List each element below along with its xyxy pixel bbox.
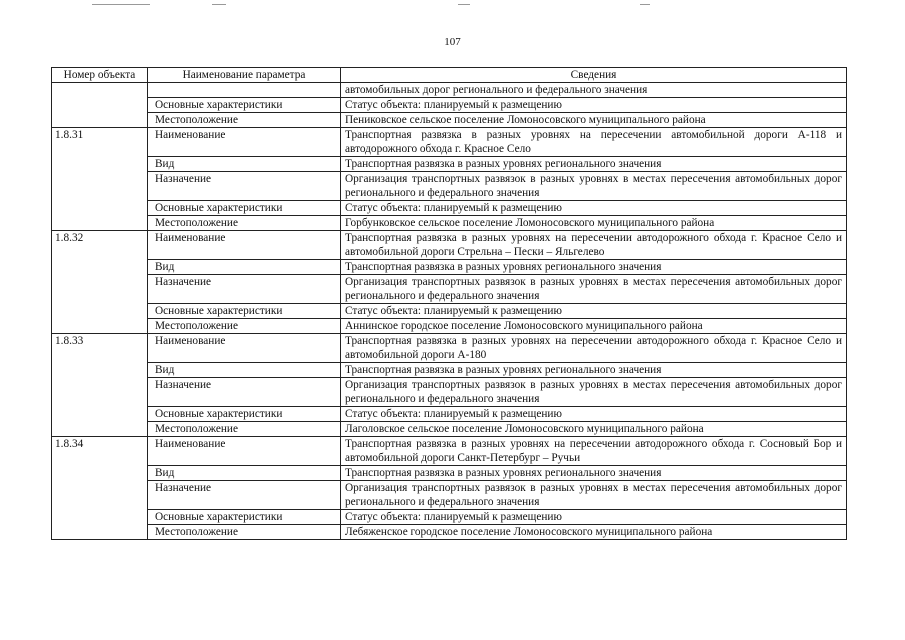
object-number-cell <box>52 83 148 128</box>
parameter-cell: Назначение <box>148 378 341 407</box>
table-row <box>52 422 847 437</box>
scan-artifact-line <box>212 4 226 5</box>
parameter-cell: Вид <box>148 157 341 172</box>
header-parameter-name: Наименование параметра <box>148 68 341 83</box>
value-cell: Статус объекта: планируемый к размещению <box>341 304 847 319</box>
parameter-cell: Вид <box>148 260 341 275</box>
value-cell: Лебяженское городское поселение Ломоносовского муниципального района <box>341 525 847 540</box>
parameter-cell: Местоположение <box>148 319 341 334</box>
value-cell: Организация транспортных развязок в разных уровнях в местах пересечения автомобильных дорог регионального и федерального значения <box>341 481 847 510</box>
value-cell: Транспортная развязка в разных уровнях регионального значения <box>341 363 847 378</box>
table-row <box>52 363 847 378</box>
object-number-cell: 1.8.32 <box>52 231 148 334</box>
parameter-cell: Основные характеристики <box>148 201 341 216</box>
table-row <box>52 510 847 525</box>
parameter-cell: Основные характеристики <box>148 304 341 319</box>
table-header-row <box>52 68 847 83</box>
parameter-cell: Основные характеристики <box>148 407 341 422</box>
scan-artifact-line <box>458 4 470 5</box>
object-number-cell: 1.8.34 <box>52 437 148 540</box>
scan-artifact-line <box>92 4 150 5</box>
value-cell: Транспортная развязка в разных уровнях регионального значения <box>341 260 847 275</box>
value-cell: Статус объекта: планируемый к размещению <box>341 407 847 422</box>
parameter-cell: Основные характеристики <box>148 510 341 525</box>
parameter-cell: Вид <box>148 363 341 378</box>
value-cell: Лаголовское сельское поселение Ломоносовского муниципального района <box>341 422 847 437</box>
header-object-number: Номер объекта <box>52 68 148 83</box>
parameter-cell: Назначение <box>148 172 341 201</box>
table-row <box>52 201 847 216</box>
table-row <box>52 113 847 128</box>
table-row <box>52 304 847 319</box>
value-cell: Транспортная развязка в разных уровнях на пересечении автодорожного обхода г. Красное Село и автомобильной дороги Стрельна – Пески – Яльгелево <box>341 231 847 260</box>
table-row <box>52 98 847 113</box>
parameter-cell: Основные характеристики <box>148 98 341 113</box>
value-cell: Транспортная развязка в разных уровнях на пересечении автомобильной дороги А-118 и автодорожного обхода г. Красное Село <box>341 128 847 157</box>
header-details: Сведения <box>341 68 847 83</box>
table-row <box>52 128 847 157</box>
table-row <box>52 157 847 172</box>
value-cell: Статус объекта: планируемый к размещению <box>341 98 847 113</box>
value-cell: Статус объекта: планируемый к размещению <box>341 201 847 216</box>
value-cell: Организация транспортных развязок в разных уровнях в местах пересечения автомобильных дорог регионального и федерального значения <box>341 172 847 201</box>
table-row <box>52 378 847 407</box>
value-cell: Аннинское городское поселение Ломоносовского муниципального района <box>341 319 847 334</box>
parameter-cell: Наименование <box>148 334 341 363</box>
table-row <box>52 319 847 334</box>
table-row <box>52 525 847 540</box>
parameter-cell: Местоположение <box>148 422 341 437</box>
parameter-cell: Назначение <box>148 481 341 510</box>
table-row <box>52 466 847 481</box>
value-cell: Транспортная развязка в разных уровнях регионального значения <box>341 157 847 172</box>
parameter-cell: Назначение <box>148 275 341 304</box>
parameter-cell: Наименование <box>148 231 341 260</box>
value-cell: Транспортная развязка в разных уровнях регионального значения <box>341 466 847 481</box>
parameter-cell: Местоположение <box>148 113 341 128</box>
value-cell: Горбунковское сельское поселение Ломоносовского муниципального района <box>341 216 847 231</box>
table-row <box>52 83 847 98</box>
value-cell: Организация транспортных развязок в разных уровнях в местах пересечения автомобильных дорог регионального и федерального значения <box>341 275 847 304</box>
value-cell: Организация транспортных развязок в разных уровнях в местах пересечения автомобильных дорог регионального и федерального значения <box>341 378 847 407</box>
object-number-cell: 1.8.31 <box>52 128 148 231</box>
object-number-cell: 1.8.33 <box>52 334 148 437</box>
table-row <box>52 407 847 422</box>
parameter-cell: Наименование <box>148 128 341 157</box>
table-row <box>52 172 847 201</box>
table-row <box>52 481 847 510</box>
table-row <box>52 334 847 363</box>
parameter-cell <box>148 83 341 98</box>
value-cell: Статус объекта: планируемый к размещению <box>341 510 847 525</box>
table-row <box>52 275 847 304</box>
table-row <box>52 437 847 466</box>
value-cell: Пениковское сельское поселение Ломоносовского муниципального района <box>341 113 847 128</box>
value-cell: автомобильных дорог регионального и федерального значения <box>341 83 847 98</box>
objects-table <box>51 67 847 540</box>
table-row <box>52 216 847 231</box>
parameter-cell: Местоположение <box>148 216 341 231</box>
parameter-cell: Вид <box>148 466 341 481</box>
table-body <box>52 83 847 540</box>
table-row <box>52 231 847 260</box>
parameter-cell: Наименование <box>148 437 341 466</box>
page-number: 107 <box>444 36 461 48</box>
parameter-cell: Местоположение <box>148 525 341 540</box>
value-cell: Транспортная развязка в разных уровнях на пересечении автодорожного обхода г. Красное Село и автомобильной дороги А-180 <box>341 334 847 363</box>
value-cell: Транспортная развязка в разных уровнях на пересечении автодорожного обхода г. Сосновый Бор и автомобильной дороги Санкт-Петербург – Ручьи <box>341 437 847 466</box>
scan-artifact-line <box>640 4 650 5</box>
table-row <box>52 260 847 275</box>
